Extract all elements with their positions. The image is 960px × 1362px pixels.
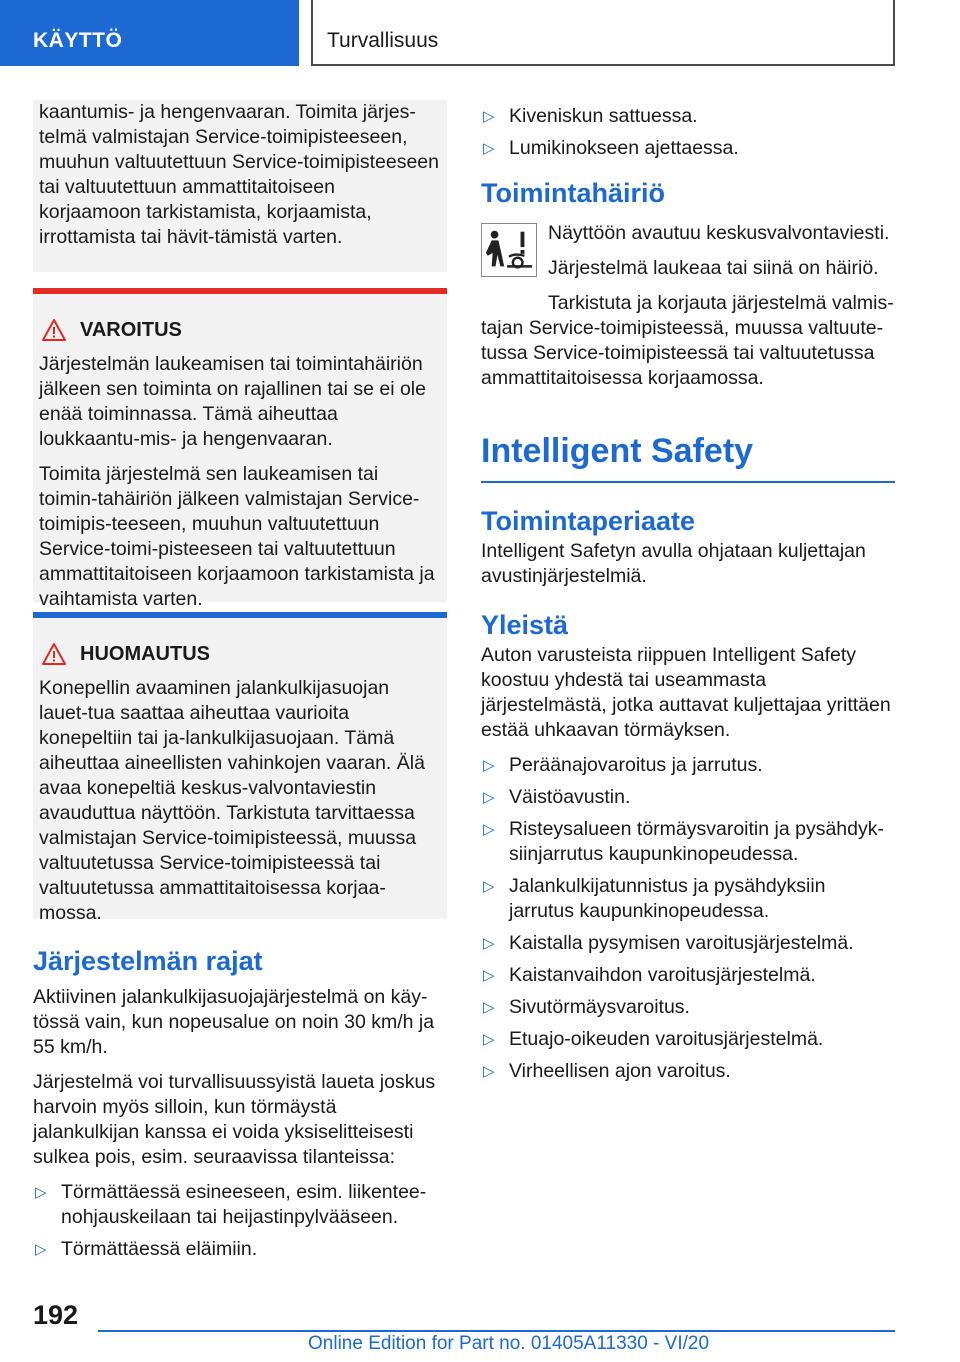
triangle-right-icon: ▷ bbox=[483, 999, 495, 1016]
body-paragraph: Aktiivinen jalankulkijasuojajärjestelmä on käy-tössä vain, kun nopeusalue on noin 30 km/h ja 55 km/h. bbox=[33, 986, 435, 1058]
continued-text: kaantumis- ja hengenvaaran. Toimita järjes-telmä valmistajan Service-toimipisteeseen, muuhun valtuutettuun Service-toimipisteeseen tai valtuutettuun ammattitaitoiseen korjaamoon tarkistamista, korjaamista, irrottamista tai hävit-tämistä varten. bbox=[39, 101, 439, 248]
triangle-right-icon: ▷ bbox=[483, 789, 495, 806]
triangle-right-icon: ▷ bbox=[483, 935, 495, 952]
note-title: HUOMAUTUS bbox=[80, 642, 210, 665]
body-paragraph: Auton varusteista riippuen Intelligent Safety koostuu yhdestä tai useammasta järjestelmästä, jotka auttavat kuljettajaa yrittäen estää uhkaavan törmäyksen. bbox=[481, 644, 891, 741]
triangle-right-icon: ▷ bbox=[35, 1241, 47, 1258]
list-item: ▷ Virheellisen ajon varoitus. bbox=[483, 1060, 731, 1082]
footer-edition: Online Edition for Part no. 01405A11330 - VI/20 bbox=[308, 1333, 710, 1354]
fault-instruction: Tarkistuta ja korjauta järjestelmä valmis-tajan Service-toimipisteessä, muussa valtuute-tussa Service-toimipisteessä tai valtuutetussa ammattitaitoisessa korjaamossa. bbox=[481, 292, 894, 389]
triangle-right-icon: ▷ bbox=[483, 757, 495, 774]
list-item: ▷ Törmättäessä esineeseen, esim. liikentee-nohjauskeilaan tai heijastinpylvääseen. bbox=[35, 1181, 427, 1228]
limits-section bbox=[33, 945, 447, 1262]
warning-box bbox=[33, 288, 447, 610]
bullet-list bbox=[481, 104, 895, 161]
note-paragraph: Konepellin avaaminen jalankulkijasuojan lauet-tua saattaa aiheuttaa vaurioita konepeltiin tai ja-lankulkijasuojaan. Tämä aiheuttaa aineellisten vahinkojen vaaran. Älä avaa konepeltiä keskus-valvontaviestin avauduttua näyttöön. Tarkistuta tarvittaessa valmistajan Service-toimipisteessä, muussa valtuutetussa Service-toimipisteessä tai valtuutetussa ammattitaitoisessa korjaa-mossa. bbox=[39, 677, 425, 924]
list-item: ▷ Etuajo-oikeuden varoitusjärjestelmä. bbox=[483, 1028, 824, 1050]
triangle-right-icon: ▷ bbox=[483, 821, 495, 838]
list-item: ▷ Törmättäessä eläimiin. bbox=[35, 1238, 258, 1260]
warning-title: VAROITUS bbox=[80, 318, 182, 341]
list-item: ▷ Kiveniskun sattuessa. bbox=[483, 105, 698, 127]
triangle-right-icon: ▷ bbox=[483, 967, 495, 984]
list-item: ▷ Jalankulkijatunnistus ja pysähdyksiin jarrutus kaupunkinopeudessa. bbox=[483, 875, 826, 922]
triangle-right-icon: ▷ bbox=[483, 1063, 495, 1080]
warning-triangle-icon bbox=[42, 642, 66, 666]
section-heading: Järjestelmän rajat bbox=[33, 946, 263, 976]
list-item: ▷ Sivutörmäysvaroitus. bbox=[483, 996, 690, 1018]
continued-warning-box bbox=[33, 100, 447, 272]
fault-message: Järjestelmä laukeaa tai siinä on häiriö. bbox=[548, 257, 879, 279]
chapter-heading: Intelligent Safety bbox=[481, 431, 895, 483]
warning-triangle-icon bbox=[42, 318, 66, 342]
warning-paragraph: Toimita järjestelmä sen laukeamisen tai toimin-tahäiriön jälkeen valmistajan Service-toimipis-teeseen, muuhun valtuutettuun Service-toimi-pisteeseen tai valtuutettuun ammattitaitoiseen korjaamoon tarkistamista ja vaihtamista varten. bbox=[39, 463, 435, 610]
section-tab: KÄYTTÖ bbox=[0, 0, 299, 66]
footer-divider bbox=[98, 1330, 895, 1332]
section-heading: Yleistä bbox=[481, 610, 569, 640]
list-item: ▷ Peräänajovaroitus ja jarrutus. bbox=[483, 754, 763, 776]
fault-message: Näyttöön avautuu keskusvalvontaviesti. bbox=[548, 222, 890, 244]
body-paragraph: Intelligent Safetyn avulla ohjataan kuljettajan avustinjärjestelmiä. bbox=[481, 540, 866, 587]
page-number: 192 bbox=[33, 1300, 79, 1330]
note-header bbox=[39, 640, 437, 668]
list-item: ▷ Kaistanvaihdon varoitusjärjestelmä. bbox=[483, 964, 816, 986]
triangle-right-icon: ▷ bbox=[483, 140, 495, 157]
note-box bbox=[33, 612, 447, 924]
bullet-list bbox=[481, 753, 895, 1084]
warning-paragraph: Järjestelmän laukeamisen tai toimintahäiriön jälkeen sen toiminta on rajallinen tai se ei ole enää toiminnassa. Tämä aiheuttaa loukkaantu-mis- ja hengenvaaran. bbox=[39, 353, 426, 450]
list-item: ▷ Väistöavustin. bbox=[483, 786, 631, 808]
list-item: ▷ Risteysalueen törmäysvaroitin ja pysähdyk-siinjarrutus kaupunkinopeudessa. bbox=[483, 818, 884, 865]
section-heading: Toimintahäiriö bbox=[481, 178, 666, 208]
section-heading: Toimintaperiaate bbox=[481, 506, 696, 536]
triangle-right-icon: ▷ bbox=[483, 1031, 495, 1048]
triangle-right-icon: ▷ bbox=[483, 878, 495, 895]
pedestrian-warning-icon bbox=[481, 223, 537, 277]
bullet-list bbox=[33, 1180, 447, 1262]
fault-section bbox=[481, 177, 895, 391]
intelligent-safety-section bbox=[481, 431, 895, 1084]
chapter-title: Turvallisuus bbox=[311, 0, 895, 66]
triangle-right-icon: ▷ bbox=[35, 1184, 47, 1201]
list-item: ▷ Lumikinokseen ajettaessa. bbox=[483, 137, 739, 159]
list-item: ▷ Kaistalla pysymisen varoitusjärjestelmä. bbox=[483, 932, 854, 954]
left-column bbox=[33, 101, 447, 1269]
triangle-right-icon: ▷ bbox=[483, 108, 495, 125]
right-column bbox=[481, 104, 895, 1091]
body-paragraph: Järjestelmä voi turvallisuussyistä laueta joskus harvoin myös silloin, kun törmäystä jalankulkijan kanssa ei voida yksiselitteisesti sulkea pois, esim. seuraavissa tilanteissa: bbox=[33, 1071, 436, 1168]
warning-header bbox=[39, 316, 437, 344]
fault-block bbox=[481, 221, 895, 391]
